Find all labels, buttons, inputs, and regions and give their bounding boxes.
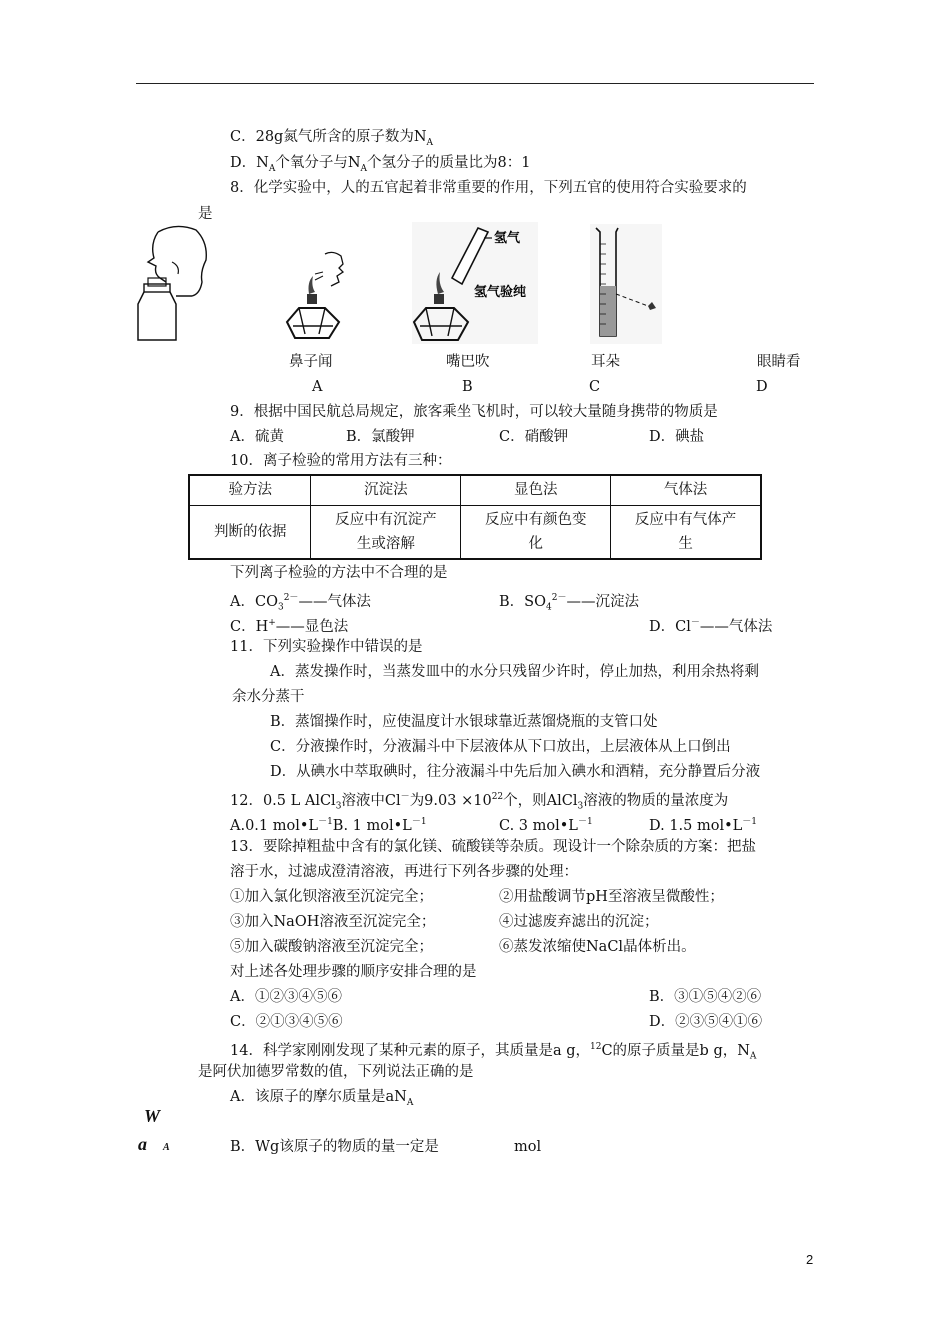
table-header-color: 显色法 (461, 475, 611, 505)
q10-ask: 下列离子检验的方法中不合理的是 (230, 565, 448, 581)
table-cell: 反应中有沉淀产 生或溶解 (311, 505, 461, 559)
q13-step: ⑤加入碳酸钠溶液至沉淀完全； (230, 939, 433, 955)
q11-option-a: A．蒸发操作时，当蒸发皿中的水分只残留少许时，停止加热，利用余热将剩 (270, 664, 759, 680)
letter-d: D (756, 379, 768, 395)
q9-option-c: C．硝酸钾 (499, 429, 569, 445)
q13-step: ④过滤废弃滤出的沉淀； (499, 914, 659, 930)
q12-option-c: C. 3 $mol•L^{-1}$ (499, 817, 593, 834)
q10-option-b: B．$SO_4^{2-}——$沉淀法 (499, 593, 639, 613)
q13-step: ⑥蒸发浓缩使NaCl晶体析出。 (499, 939, 696, 955)
q14-option-b-unit: mol (514, 1139, 542, 1155)
q9-stem: 9．根据中国民航总局规定，旅客乘坐飞机时，可以较大量随身携带的物质是 (230, 404, 718, 420)
q13-option-c: C．②①③④⑤⑥ (230, 1014, 343, 1030)
table-row-label: 判断的依据 (189, 505, 311, 559)
page-number: 2 (806, 1252, 814, 1267)
caption-mouth: 嘴巴吹 (446, 354, 490, 370)
caption-ear: 耳朵 (591, 354, 620, 370)
letter-a: A (312, 379, 323, 395)
fraction-subscript: A (163, 1142, 170, 1153)
letter-b: B (462, 379, 473, 395)
blowing-lamp-figure (285, 246, 365, 344)
q10-option-a: A．$CO_3^{2-}——$气体法 (230, 593, 371, 613)
q13-step: ③加入NaOH溶液至沉淀完全； (230, 914, 436, 930)
caption-eye: 眼睛看 (757, 354, 801, 370)
q8-stem: 8．化学实验中，人的五官起着非常重要的作用，下列五官的使用符合实验要求的 (230, 180, 747, 196)
q14-option-a: A．该原子的摩尔质量是$aN_A$ (230, 1089, 414, 1108)
q11-option-c: C．分液操作时，分液漏斗中下层液体从下口放出，上层液体从上口倒出 (270, 739, 731, 755)
q7-option-d: D．$N_A$个氧分子与$N_A$个氢分子的质量比为8：1 (230, 155, 531, 174)
q13-step: ②用盐酸调节pH至溶液呈微酸性； (499, 889, 724, 905)
q12-stem: 12．0.5 L AlCl$_3$溶液中Cl－为$9.03 \times 10^{22}$个，则AlCl$_3$溶液的物质的量浓度为 (230, 792, 729, 812)
q9-option-a: A．硫黄 (230, 429, 284, 445)
q10-option-c: C．H+——显色法 (230, 618, 349, 635)
fraction-denominator: a (138, 1134, 147, 1154)
q7-option-c: C．28g氮气所含的原子数为$N_A$ (230, 129, 434, 148)
q13-option-d: D．②③⑤④①⑥ (649, 1014, 763, 1030)
ion-test-table (188, 474, 762, 560)
q11-option-d: D．从碘水中萃取碘时，往分液漏斗中先后加入碘水和酒精，充分静置后分液 (270, 764, 761, 780)
q13-step: ①加入氯化钡溶液至沉淀完全； (230, 889, 433, 905)
fraction-numerator: W (144, 1106, 161, 1126)
q14-stem: 14．科学家刚刚发现了某种元素的原子，其质量是a g，$^{12}$C的原子质量是b g，$N_A$ (230, 1042, 757, 1062)
q11-option-b: B．蒸馏操作时，应使温度计水银球靠近蒸馏烧瓶的支管口处 (270, 714, 658, 730)
q8-stem-cont: 是 (198, 206, 213, 222)
q9-option-d: D．碘盐 (649, 429, 705, 445)
table-header-method: 验方法 (189, 475, 311, 505)
smelling-figure (136, 222, 216, 344)
letter-c: C (589, 379, 601, 395)
q12-option-d: D. 1.5 $mol•L^{-1}$ (649, 817, 758, 834)
header-rule (136, 83, 814, 84)
table-cell: 反应中有气体产 生 (611, 505, 761, 559)
q13-ask: 对上述各处理步骤的顺序安排合理的是 (230, 964, 477, 980)
q13-option-b: B．③①⑤④②⑥ (649, 989, 762, 1005)
q10-stem: 10．离子检验的常用方法有三种： (230, 453, 452, 469)
q11-stem: 11．下列实验操作中错误的是 (230, 639, 423, 655)
q13-option-a: A．①②③④⑤⑥ (230, 989, 342, 1005)
q9-option-b: B．氯酸钾 (346, 429, 415, 445)
cylinder-figure (590, 224, 662, 344)
q13-stem-cont: 溶于水，过滤成澄清溶液，再进行下列各步骤的处理： (230, 864, 578, 880)
table-header-precipitate: 沉淀法 (311, 475, 461, 505)
q13-stem: 13．要除掉粗盐中含有的氯化镁、硫酸镁等杂质。现设计一个除杂质的方案：把盐 (230, 839, 756, 855)
svg-text:氢气验纯: 氢气验纯 (474, 285, 527, 300)
q12-option-ab: A.0.1 $mol•L^{-1}B$. 1 $mol•L^{-1}$ (230, 817, 427, 834)
table-header-gas: 气体法 (611, 475, 761, 505)
q11-option-a-cont: 余水分蒸干 (232, 689, 305, 705)
q10-option-d: D．Cl－——气体法 (649, 618, 773, 635)
hydrogen-test-figure (412, 222, 538, 344)
table-cell: 反应中有颜色变 化 (461, 505, 611, 559)
q14-stem-cont: 是阿伏加德罗常数的值，下列说法正确的是 (198, 1064, 474, 1080)
caption-nose: 鼻子闻 (289, 354, 333, 370)
q14-option-b: B．Wg该原子的物质的量一定是 (230, 1139, 439, 1155)
svg-text:氢气: 氢气 (494, 231, 521, 246)
